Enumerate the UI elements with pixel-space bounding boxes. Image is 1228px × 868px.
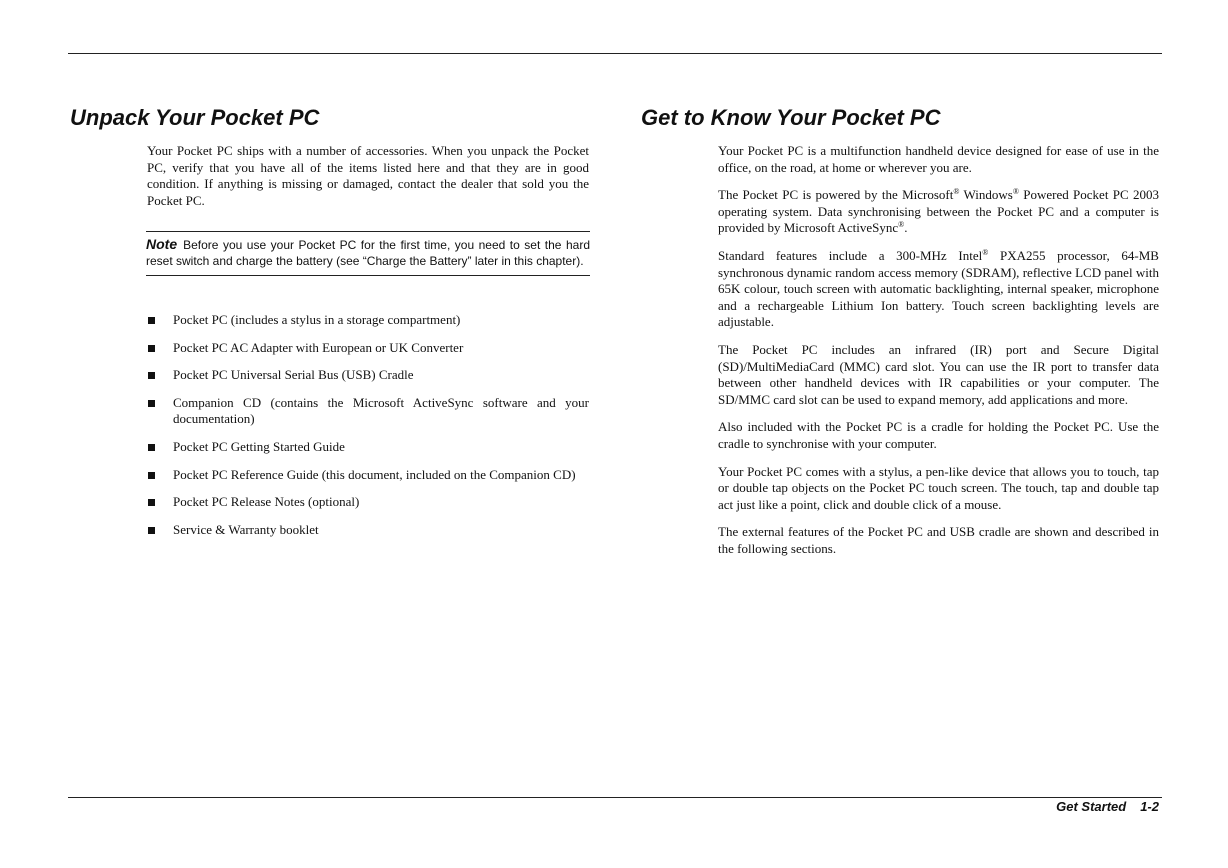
square-bullet-icon: [148, 317, 155, 324]
paragraph-os-part-a: The Pocket PC is powered by the Microsoft: [718, 187, 954, 203]
paragraph-features: [718, 248, 1159, 331]
header-rule: [68, 53, 1162, 54]
page-footer: [1056, 799, 1159, 815]
square-bullet-icon: [148, 444, 155, 451]
unpack-heading: Unpack Your Pocket PC: [70, 105, 320, 130]
paragraph-os-part-c: Powered Pocket PC 2003 operating system. Data synchronising between the Pocket PC and a computer is provided by Microsoft ActiveSync: [718, 187, 1159, 236]
paragraph-os-part-d: .: [904, 220, 908, 236]
page-number: 1-2: [1140, 799, 1159, 814]
paragraph-intro: Your Pocket PC is a multifunction handheld device designed for ease of use in the office, on the road, at home or wherever you are.: [718, 143, 1159, 175]
paragraph-os-part-b: Windows: [959, 187, 1013, 203]
square-bullet-icon: [148, 472, 155, 479]
paragraph-features-part-a: Standard features include a 300-MHz Intel: [718, 247, 983, 263]
paragraph-stylus: Your Pocket PC comes with a stylus, a pen-like device that allows you to touch, tap or double tap objects on the Pocket PC touch screen. The touch, tap and double tap act just like a point, click and double click of a mouse.: [718, 463, 1159, 512]
list-item: [147, 395, 589, 428]
paragraph-features-part-b: PXA255 processor, 64-MB synchronous dynamic random access memory (SDRAM), reflective LCD panel with 65K colour, touch screen with automatic backlighting, internal speaker, microphone and a rechargeable Lithium Ion battery. Touch screen backlighting levels are adjustable.: [718, 247, 1159, 330]
list-item: [147, 312, 589, 329]
paragraph-ports: The Pocket PC includes an infrared (IR) port and Secure Digital (SD)/MultiMediaCard (MMC) card slot. You can use the IR port to transfer data between other handheld devices with IR capabilities or your computer. The SD/MMC card slot can be used to expand memory, add applications and more.: [718, 341, 1159, 407]
note-text: Before you use your Pocket PC for the first time, you need to set the hard reset switch and charge the battery (see “Charge the Battery” later in this chapter).: [146, 238, 590, 268]
paragraph-operating-system: [718, 187, 1159, 237]
square-bullet-icon: [148, 345, 155, 352]
square-bullet-icon: [148, 400, 155, 407]
registered-mark: ®: [1012, 187, 1019, 197]
list-item-text: Pocket PC Getting Started Guide: [173, 438, 345, 454]
square-bullet-icon: [148, 499, 155, 506]
unpack-intro-paragraph: Your Pocket PC ships with a number of accessories. When you unpack the Pocket PC, verify that you have all of the items listed here and that they are in good condition. If anything is missing or damaged, contact the dealer that sold you the Pocket PC.: [147, 143, 589, 208]
note-label: Note: [146, 236, 178, 252]
list-item: [147, 467, 589, 484]
note-box: [146, 231, 590, 276]
list-item-text: Pocket PC Release Notes (optional): [173, 494, 360, 510]
accessory-list: [147, 312, 589, 549]
list-item-text: Service & Warranty booklet: [173, 521, 319, 537]
list-item: [147, 439, 589, 456]
get-to-know-body: [718, 143, 1159, 568]
list-item-text: Pocket PC AC Adapter with European or UK Converter: [173, 339, 464, 355]
footer-section-title: Get Started: [1056, 799, 1127, 814]
list-item-text: Pocket PC Universal Serial Bus (USB) Cradle: [173, 367, 414, 383]
list-item: [147, 340, 589, 357]
list-item-text: Pocket PC (includes a stylus in a storage compartment): [173, 312, 461, 327]
paragraph-cradle: Also included with the Pocket PC is a cradle for holding the Pocket PC. Use the cradle to synchronise with your computer.: [718, 419, 1159, 451]
registered-mark: ®: [982, 247, 989, 257]
list-item-text: Pocket PC Reference Guide (this document, included on the Companion CD): [173, 466, 576, 482]
footer-rule: [68, 797, 1162, 798]
unpack-intro: [147, 143, 589, 209]
list-item: [147, 522, 589, 539]
square-bullet-icon: [148, 372, 155, 379]
square-bullet-icon: [148, 527, 155, 534]
paragraph-external-features: The external features of the Pocket PC and USB cradle are shown and described in the following sections.: [718, 524, 1159, 556]
list-item: [147, 494, 589, 511]
get-to-know-heading: Get to Know Your Pocket PC: [641, 105, 941, 130]
registered-mark: ®: [953, 187, 960, 197]
list-item: [147, 367, 589, 384]
list-item-text: Companion CD (contains the Microsoft ActiveSync software and your documentation): [173, 394, 589, 427]
registered-mark: ®: [898, 220, 905, 230]
